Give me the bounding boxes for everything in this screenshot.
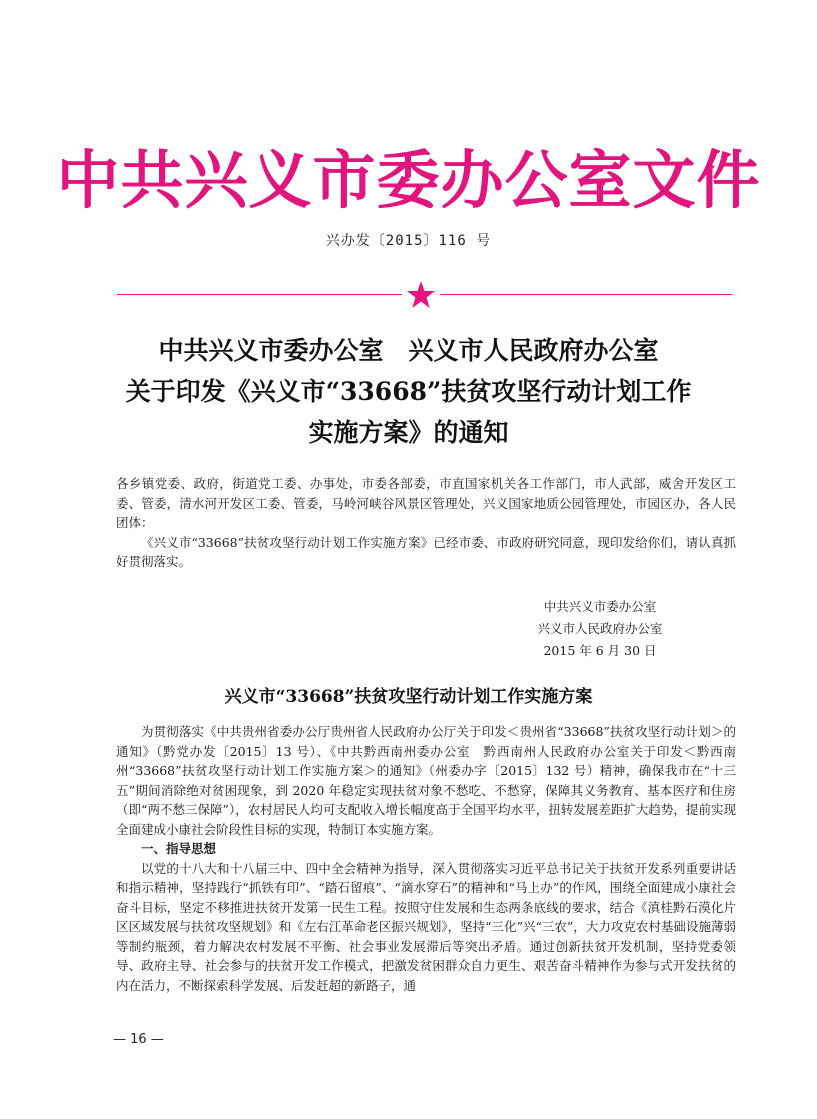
notice-title <box>60 330 757 453</box>
divider-left <box>117 294 402 295</box>
notice-recipients: 各乡镇党委、政府，街道党工委、办事处，市委各部委，市直国家机关各工作部门，市人武部，威舍开发区工委、管委，清水河开发区工委、管委，马岭河峡谷风景区管理处，兴义国家地质公园管理处，市园区办，各人民团体： <box>116 476 736 530</box>
notice-title-line-3: 实施方案》的通知 <box>308 418 509 447</box>
document-masthead: 中共兴义市委办公室文件 <box>56 143 761 217</box>
notice-text <box>116 474 736 572</box>
document-number: 兴办发〔2015〕116 号 <box>325 233 492 249</box>
notice-title-line-2: 关于印发《兴义市“33668”扶贫攻坚行动计划工作 <box>125 377 692 406</box>
signature-issuer-2: 兴义市人民政府办公室 <box>537 621 663 636</box>
page-number: — 16 — <box>113 1032 164 1047</box>
signature-date: 2015 年 6 月 30 日 <box>543 643 657 658</box>
plan-intro-paragraph: 为贯彻落实《中共贵州省委办公厅贵州省人民政府办公厅关于印发＜贵州省“33668”扶贫攻坚行动计划＞的通知》（黔党办发〔2015〕13 号）、《中共黔西南州委办公室 黔西南州人民政府办公室关于印发＜黔西南州“33668”扶贫攻坚行动计划工作实施方案＞的通知》（州委办字〔2015〕132 号）精神，确保我市在“十三五”期间消除绝对贫困现象，到 2020 年稳定实现扶贫对象不愁吃、不愁穿，保障其义务教育、基本医疗和住房（即“两不愁三保障”），农村居民人均可支配收入增长幅度高于全国平均水平，扭转发展差距扩大趋势，提前实现全面建成小康社会阶段性目标的实现，特制订本实施方案。 <box>116 724 736 837</box>
section-paragraph: 以党的十八大和十八届三中、四中全会精神为指导，深入贯彻落实习近平总书记关于扶贫开发系列重要讲话和指示精神，坚持践行“抓铁有印”、“踏石留痕”、“滴水穿石”的精神和“马上办”的作风，围绕全面建成小康社会奋斗目标，坚定不移推进扶贫开发第一民生工程。按照守住发展和生态两条底线的要求，结合《滇桂黔石漠化片区区域发展与扶贫攻坚规划》和《左右江革命老区振兴规划》，坚持“三化”兴“三农”，大力攻克农村基础设施薄弱等制约瓶颈，着力解决农村发展不平衡、社会事业发展滞后等突出矛盾。通过创新扶贫开发机制，坚持党委领导、政府主导、社会参与的扶贫开发工作模式，把激发贫困群众自力更生、艰苦奋斗精神作为参与式开发扶贫的内在活力，不断探索科学发展、后发赶超的新路子，通 <box>116 860 736 993</box>
plan-text <box>116 722 736 995</box>
plan-title: 兴义市“33668”扶贫攻坚行动计划工作实施方案 <box>224 687 593 707</box>
notice-title-line-1: 中共兴义市委办公室 兴义市人民政府办公室 <box>158 336 659 365</box>
section-heading: 一、指导思想 <box>141 841 217 856</box>
signature-issuer-1: 中共兴义市委办公室 <box>543 599 657 614</box>
red-star-icon <box>406 280 436 310</box>
divider-right <box>440 294 732 295</box>
notice-body: 《兴义市“33668”扶贫攻坚行动计划工作实施方案》已经市委、市政府研究同意，现印发给你们，请认真抓好贯彻落实。 <box>116 534 736 569</box>
signature-block <box>520 596 680 662</box>
